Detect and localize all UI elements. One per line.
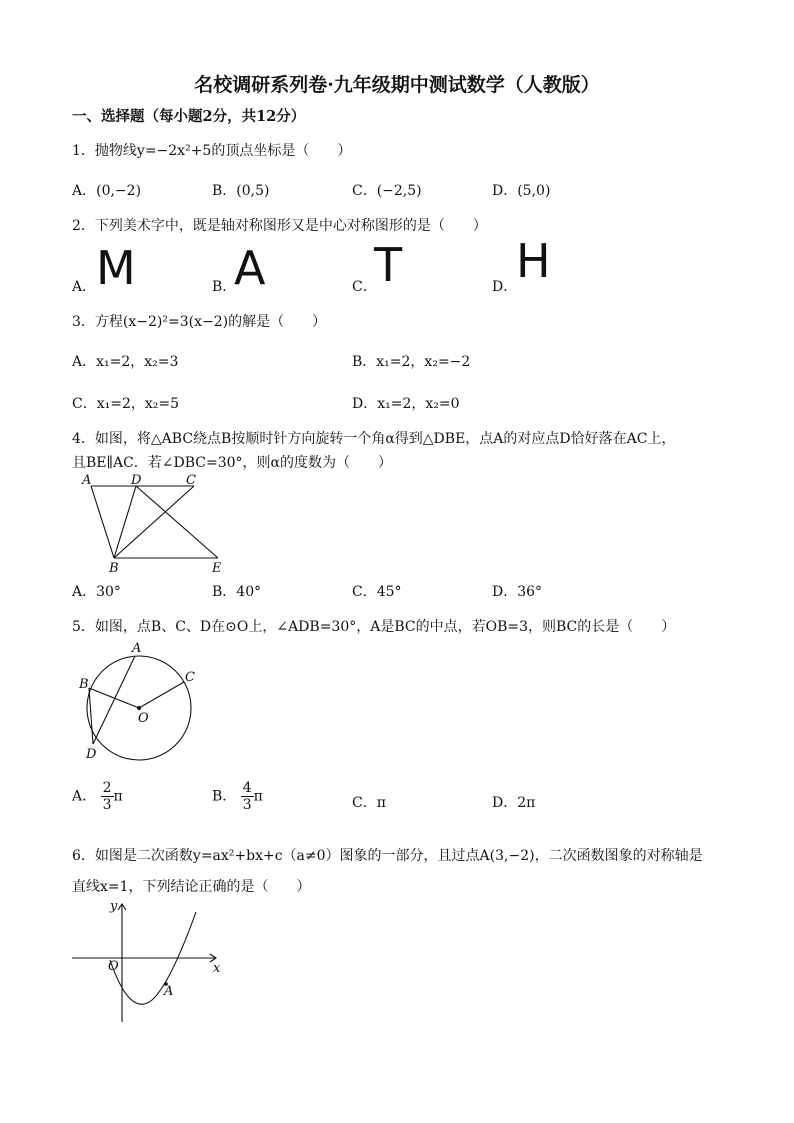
q5-option-d[interactable] bbox=[492, 792, 535, 812]
q4-figure bbox=[76, 472, 236, 578]
q1-option-a[interactable]: A．(0,−2) bbox=[72, 183, 142, 199]
q5-option-a-denominator: 3 bbox=[102, 797, 112, 813]
q5-option-b[interactable] bbox=[212, 780, 263, 813]
q5-option-a-pi: π bbox=[113, 788, 123, 805]
q4-option-b[interactable]: B．40° bbox=[212, 584, 262, 600]
q2-letter-h: H bbox=[516, 234, 551, 288]
q3-option-c[interactable]: C．x₁=2，x₂=5 bbox=[72, 396, 180, 412]
q5-option-a-label: A． bbox=[72, 788, 97, 805]
q5-option-d-label: D． bbox=[492, 795, 518, 811]
q3-stem: 3．方程(x−2)²=3(x−2)的解是（ ） bbox=[72, 314, 327, 330]
q4-segment-bd bbox=[114, 486, 136, 558]
q1-option-b[interactable]: B．(0,5) bbox=[212, 183, 270, 199]
q5-label-d: D bbox=[86, 747, 97, 762]
q4-segment-bc bbox=[114, 486, 194, 558]
q4-segment-ab bbox=[91, 486, 114, 558]
q5-segment-bd bbox=[89, 688, 93, 744]
q5-label-o: O bbox=[138, 711, 149, 726]
q3-option-d[interactable]: D．x₁=2，x₂=0 bbox=[352, 396, 460, 412]
q5-label-a: A bbox=[132, 641, 142, 656]
q4-stem-line2: 且BE∥AC．若∠DBC=30°，则α的度数为（ ） bbox=[72, 455, 393, 471]
q5-option-c[interactable] bbox=[352, 792, 386, 812]
q5-label-b: B bbox=[79, 677, 89, 692]
q1-option-d[interactable]: D．(5,0) bbox=[492, 183, 551, 199]
q1-option-c[interactable]: C．(−2,5) bbox=[352, 183, 422, 199]
q4-option-d[interactable]: D．36° bbox=[492, 584, 543, 600]
page-title: 名校调研系列卷·九年级期中测试数学（人教版） bbox=[194, 74, 600, 96]
q2-option-a-label[interactable]: A． bbox=[72, 279, 97, 295]
q5-option-c-value: π bbox=[376, 795, 386, 811]
q6-figure bbox=[70, 898, 230, 1026]
q4-option-c[interactable]: C．45° bbox=[352, 584, 402, 600]
q4-label-d: D bbox=[131, 473, 142, 488]
q2-option-b-label[interactable]: B． bbox=[212, 279, 237, 295]
q5-segment-ob bbox=[89, 688, 139, 708]
q2-letter-m: M bbox=[96, 241, 136, 295]
q4-stem-line1: 4．如图，将△ABC绕点B按顺时针方向旋转一个角α得到△DBE，点A的对应点D恰好落在AC上， bbox=[72, 431, 676, 447]
q4-option-a[interactable]: A．30° bbox=[72, 584, 121, 600]
q5-label-c: C bbox=[185, 670, 195, 685]
q4-label-e: E bbox=[212, 561, 222, 576]
q3-option-b[interactable]: B．x₁=2，x₂=−2 bbox=[352, 354, 471, 370]
q2-option-c-label[interactable]: C． bbox=[352, 279, 377, 295]
q4-segment-de bbox=[136, 486, 218, 558]
q4-label-c: C bbox=[186, 473, 196, 488]
q2-letter-t: T bbox=[374, 238, 403, 292]
q2-stem: 2．下列美术字中，既是轴对称图形又是中心对称图形的是（ ） bbox=[72, 218, 487, 234]
q5-center-dot bbox=[137, 706, 141, 710]
q6-stem-line1: 6．如图是二次函数y=ax²+bx+c（a≠0）图象的一部分，且过点A(3,−2)，二次函数图象的对称轴是 bbox=[72, 848, 703, 864]
q5-option-b-pi: π bbox=[253, 788, 263, 805]
q5-option-b-label: B． bbox=[212, 788, 237, 805]
q6-stem-line2: 直线x=1，下列结论正确的是（ ） bbox=[72, 879, 311, 895]
q2-letter-a: A bbox=[234, 241, 266, 295]
q6-label-y: y bbox=[110, 899, 118, 914]
q6-label-a: A bbox=[164, 984, 174, 999]
q3-option-a[interactable]: A．x₁=2，x₂=3 bbox=[72, 354, 179, 370]
q2-option-d-label[interactable]: D． bbox=[492, 279, 518, 295]
q5-figure bbox=[76, 638, 206, 762]
q5-segment-ad bbox=[93, 656, 135, 744]
q5-segment-oc bbox=[139, 682, 184, 708]
q5-stem: 5．如图，点B、C、D在⊙O上，∠ADB=30°，A是BC的中点，若OB=3，则BC的长是（ ） bbox=[72, 619, 676, 635]
q5-option-a-numerator: 2 bbox=[102, 780, 112, 796]
q5-option-d-value: 2π bbox=[517, 795, 536, 811]
q5-option-c-label: C． bbox=[352, 795, 377, 811]
q5-option-b-denominator: 3 bbox=[242, 797, 252, 813]
q5-option-b-numerator: 4 bbox=[242, 780, 252, 796]
q1-stem: 1．抛物线y=−2x²+5的顶点坐标是（ ） bbox=[72, 143, 352, 159]
section-heading: 一、选择题（每小题2分，共12分） bbox=[72, 108, 306, 125]
q4-label-a: A bbox=[82, 473, 92, 488]
q5-option-b-fraction bbox=[241, 780, 254, 813]
q6-label-x: x bbox=[213, 961, 221, 976]
q5-option-a[interactable] bbox=[72, 780, 123, 813]
q5-option-a-fraction bbox=[101, 780, 114, 813]
q6-label-o: O bbox=[108, 959, 119, 974]
q4-label-b: B bbox=[109, 561, 119, 576]
